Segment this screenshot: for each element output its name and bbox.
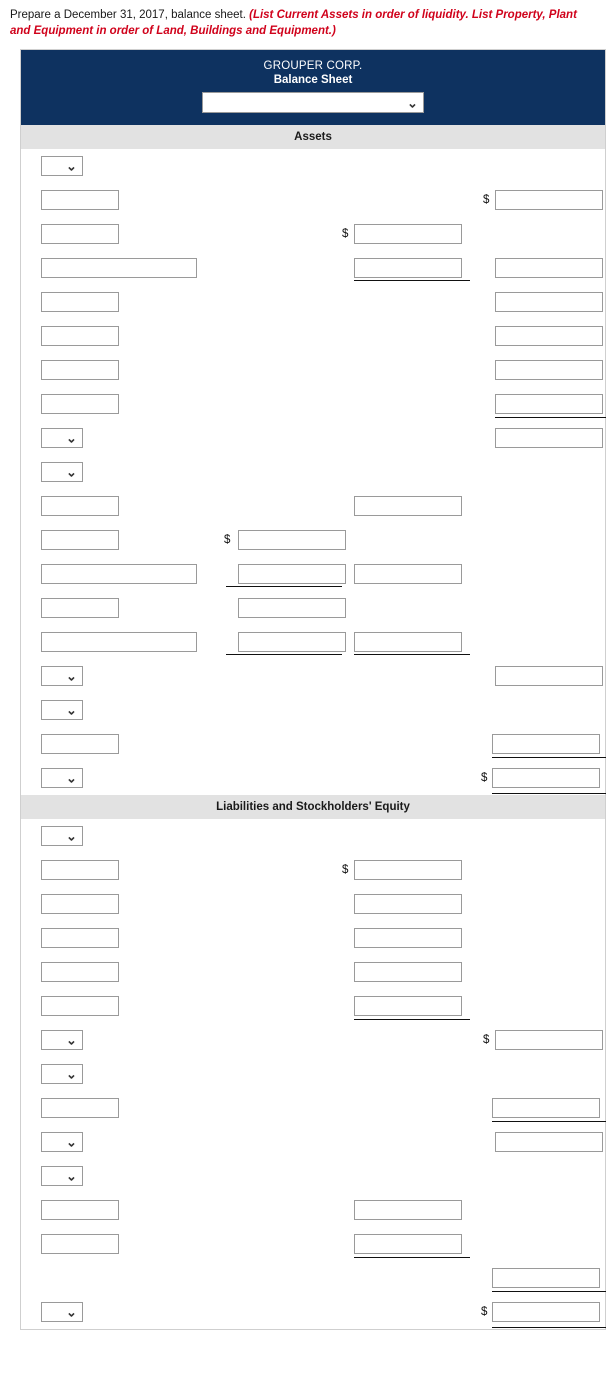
table-row [21,455,605,489]
account-label-input[interactable] [41,928,119,948]
dollar-sign: $ [483,1034,490,1047]
liabilities-rows [21,819,605,1329]
table-row [21,921,605,955]
subtotal-rule [354,280,470,281]
assets-rows [21,149,605,795]
account-label-input[interactable] [41,394,119,414]
account-label-input[interactable] [41,496,119,516]
account-label-input[interactable] [41,326,119,346]
total-assets-input[interactable] [492,768,600,788]
header-period-dropdown[interactable] [202,92,424,113]
statement-title: Balance Sheet [273,74,353,87]
table-row [21,1125,605,1159]
amount-col3-input[interactable] [495,1030,603,1050]
account-label-input[interactable] [41,996,119,1016]
amount-col3-input[interactable] [495,666,603,686]
amount-mid-input[interactable] [238,598,346,618]
balance-sheet-worksheet [20,49,606,1330]
amount-col2-input[interactable] [354,1234,462,1254]
row-dropdown[interactable] [41,1302,83,1322]
instruction-plain: Prepare a December 31, 2017, balance sheet. [10,9,246,21]
dollar-sign: $ [224,534,231,547]
amount-col2-input[interactable] [354,496,462,516]
amount-col2-input[interactable] [354,996,462,1016]
chevron-down-icon: ⌄ [66,1066,77,1082]
table-row [21,625,605,659]
dollar-sign: $ [342,228,349,241]
instruction-text [0,0,606,43]
amount-col2-input[interactable] [354,224,462,244]
table-row [21,1057,605,1091]
table-row [21,421,605,455]
chevron-down-icon: ⌄ [66,1168,77,1184]
table-row [21,523,605,557]
chevron-down-icon: ⌄ [66,464,77,480]
amount-col3-input[interactable] [495,428,603,448]
amount-col3-input[interactable] [495,292,603,312]
chevron-down-icon: ⌄ [66,1032,77,1048]
section-header-assets: Assets [21,125,605,149]
table-row [21,251,605,285]
amount-col3-input[interactable] [495,360,603,380]
table-row [21,183,605,217]
amount-col2-input[interactable] [354,894,462,914]
dollar-sign: $ [483,194,490,207]
chevron-down-icon: ⌄ [66,1134,77,1150]
account-label-input[interactable] [41,1200,119,1220]
amount-col3-input[interactable] [495,326,603,346]
table-row [21,489,605,523]
account-label-input[interactable] [41,360,119,380]
account-label-input[interactable] [41,894,119,914]
chevron-down-icon: ⌄ [66,158,77,174]
row-dropdown[interactable] [41,1132,83,1152]
amount-col2-input[interactable] [354,258,462,278]
account-label-input[interactable] [41,292,119,312]
total-rule [492,793,606,794]
table-row [21,1193,605,1227]
subtotal-rule [354,1019,470,1020]
amount-col2-input[interactable] [354,860,462,880]
amount-col3-input[interactable] [492,734,600,754]
row-dropdown[interactable] [41,1166,83,1186]
subtotal-rule [492,1121,606,1122]
table-row [21,887,605,921]
instruction-highlight: (List Current Assets in order of liquidity. List Property, Plant and Equipment in order of Land, Buildings and Equipment.) [10,9,577,37]
account-label-input[interactable] [41,1098,119,1118]
dollar-sign: $ [481,1306,488,1319]
table-row [21,853,605,887]
row-dropdown[interactable] [41,1030,83,1050]
amount-mid-input[interactable] [238,632,346,652]
account-label-input[interactable] [41,632,197,652]
table-row [21,1159,605,1193]
account-label-input[interactable] [41,598,119,618]
amount-col3-input[interactable] [495,1132,603,1152]
amount-mid-input[interactable] [238,564,346,584]
subtotal-rule [354,1257,470,1258]
table-row [21,727,605,761]
chevron-down-icon: ⌄ [66,430,77,446]
subtotal-rule [495,417,606,418]
account-label-input[interactable] [41,734,119,754]
subtotal-rule [226,586,342,587]
table-row [21,1295,605,1329]
subtotal-rule [492,1291,606,1292]
table-row [21,1091,605,1125]
table-row [21,819,605,853]
table-row [21,149,605,183]
total-rule [492,1327,606,1328]
chevron-down-icon: ⌄ [66,828,77,844]
amount-col3-input[interactable] [495,394,603,414]
subtotal-rule [226,654,342,655]
table-row [21,557,605,591]
row-dropdown[interactable] [41,156,83,176]
dollar-sign: $ [342,864,349,877]
account-label-input[interactable] [41,962,119,982]
account-label-input[interactable] [41,190,119,210]
row-dropdown[interactable] [41,826,83,846]
row-dropdown[interactable] [41,768,83,788]
account-label-input[interactable] [41,530,119,550]
table-row [21,989,605,1023]
table-row [21,955,605,989]
account-label-input[interactable] [41,1234,119,1254]
amount-col2-input[interactable] [354,1200,462,1220]
account-label-input[interactable] [41,860,119,880]
section-header-liabilities: Liabilities and Stockholders' Equity [21,795,605,819]
chevron-down-icon: ⌄ [66,1304,77,1320]
account-label-input[interactable] [41,564,197,584]
chevron-down-icon: ⌄ [66,702,77,718]
account-label-input[interactable] [41,224,119,244]
amount-col2-input[interactable] [354,564,462,584]
total-liabilities-equity-input[interactable] [492,1302,600,1322]
row-dropdown[interactable] [41,428,83,448]
table-row [21,761,605,795]
table-row [21,1261,605,1295]
worksheet-header [21,50,605,125]
chevron-down-icon: ⌄ [407,95,418,111]
amount-col2-input[interactable] [354,632,462,652]
amount-col3-input[interactable] [495,190,603,210]
amount-col2-input[interactable] [354,928,462,948]
table-row [21,285,605,319]
subtotal-rule [354,654,470,655]
table-row [21,591,605,625]
table-row [21,319,605,353]
amount-col3-input[interactable] [495,258,603,278]
row-dropdown[interactable] [41,700,83,720]
row-dropdown[interactable] [41,1064,83,1084]
dollar-sign: $ [481,772,488,785]
table-row [21,693,605,727]
company-name: GROUPER CORP. [263,60,363,73]
chevron-down-icon: ⌄ [66,668,77,684]
table-row [21,217,605,251]
amount-col3-input[interactable] [492,1098,600,1118]
amount-col2-input[interactable] [354,962,462,982]
row-dropdown[interactable] [41,666,83,686]
amount-mid-input[interactable] [238,530,346,550]
table-row [21,659,605,693]
amount-col3-input[interactable] [492,1268,600,1288]
table-row [21,1023,605,1057]
table-row [21,353,605,387]
account-label-input[interactable] [41,258,197,278]
row-dropdown[interactable] [41,462,83,482]
table-row [21,387,605,421]
chevron-down-icon: ⌄ [66,770,77,786]
subtotal-rule [492,757,606,758]
table-row [21,1227,605,1261]
